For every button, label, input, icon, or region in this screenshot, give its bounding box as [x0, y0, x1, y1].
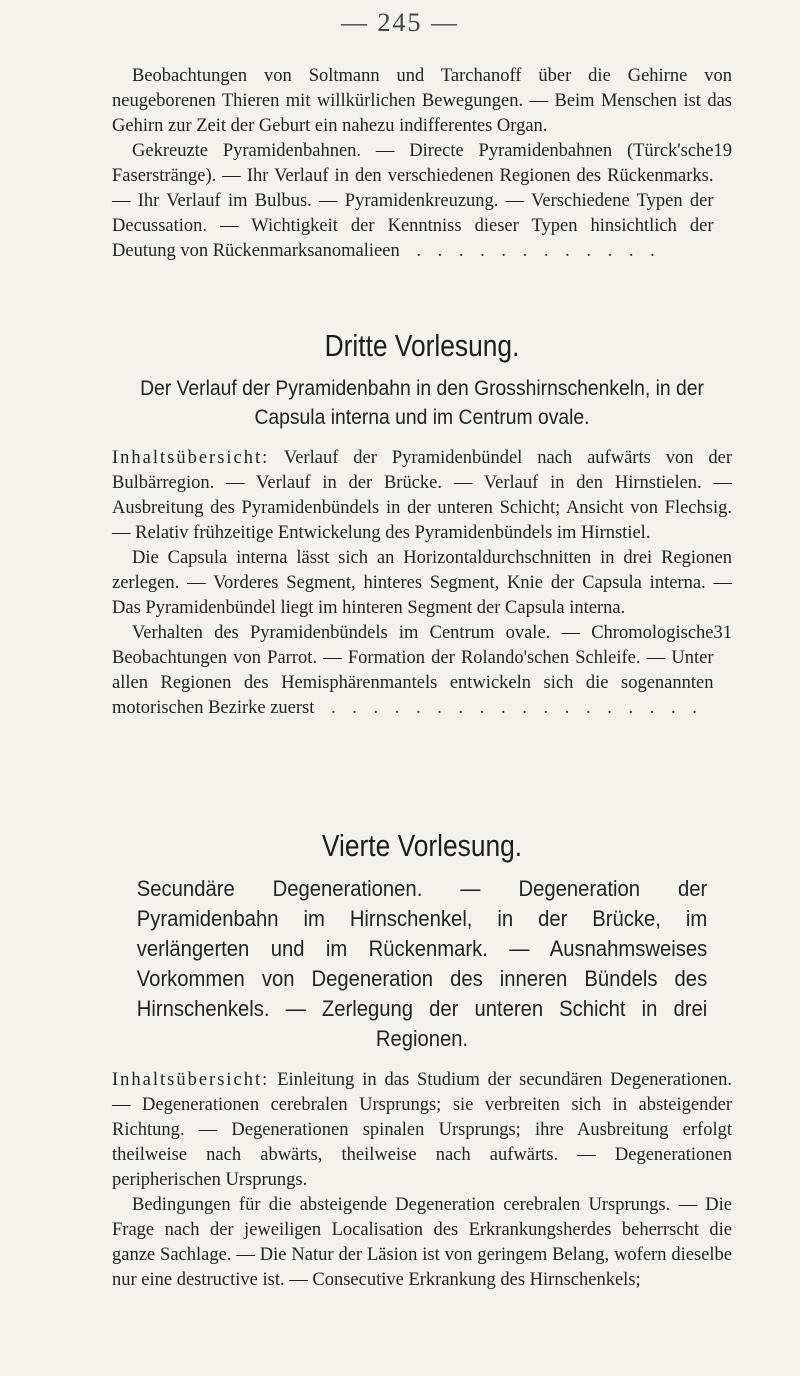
summary-paragraph — [112, 1068, 732, 1193]
summary-paragraph — [112, 446, 732, 546]
summary-text: Verlauf der Pyramidenbündel nach aufwärts von der Bulbärregion. — Verlauf in der Brücke. — Verlauf in den Hirnstielen. — Ausbreitung des Pyramidenbündels in der unteren Schicht; Ansicht von Flechsig. — Relativ frühzeitige Entwickelung des Pyramidenbündels im Hirnstiel. — [112, 448, 732, 543]
leader-dots: . . . . . . . . . . . . — [405, 241, 661, 261]
page-number: — 245 — — [341, 8, 459, 37]
section-previous-summary — [112, 64, 732, 264]
summary-paragraph: Verhalten des Pyramidenbündels im Centrum ovale. — Chromologische Beobachtungen von Parrot. — Formation der Rolando'schen Schleife. — Unter allen Regionen des Hemisphärenmantels entwickeln sich die sogenannten motorischen Bezirke zuerst — [112, 623, 714, 718]
lecture-subtitle: Der Verlauf der Pyramidenbahn in den Grosshirnschenkeln, in der Capsula interna und im Centrum ovale. — [140, 377, 704, 429]
summary-paragraph: Gekreuzte Pyramidenbahnen. — Directe Pyramidenbahnen (Türck'sche Faserstränge). — Ihr Verlauf in den verschiedenen Regionen des Rückenmarks. — Ihr Verlauf im Bulbus. — Pyramidenkreuzung. — Verschiedene Typen der Decussation. — Wichtigkeit der Kenntniss dieser Typen hinsichtlich der Deutung von Rückenmarksanomalieen — [112, 141, 714, 261]
lecture-4 — [112, 828, 732, 1293]
lecture-heading: Dritte Vorlesung. — [324, 328, 520, 363]
lecture-heading: Vierte Vorlesung. — [321, 828, 523, 863]
page-reference: 19 — [713, 141, 732, 161]
summary-paragraph: Bedingungen für die absteigende Degeneration cerebralen Ursprungs. — Die Frage nach der jeweiligen Localisation des Erkrankungsherdes beherrscht die ganze Sachlage. — Die Natur der Läsion ist von geringem Belang, wofern dieselbe nur eine destructive ist. — Consecutive Erkrankung des Hirnschenkels; — [112, 1195, 732, 1290]
lecture-subtitle: Secundäre Degenerationen. — Degeneration der Pyramidenbahn im Hirnschenkel, in der Brücke, im verlängerten und im Rückenmark. — Ausnahmsweises Vorkommen von Degeneration des inneren Bündels des Hirnschenkels. — Zerlegung der unteren Schicht in drei Regionen. — [136, 876, 708, 1051]
summary-paragraph: Die Capsula interna lässt sich an Horizontaldurchschnitten in drei Regionen zerlegen. — Vorderes Segment, hinteres Segment, Knie der Capsula interna. — Das Pyramidenbündel liegt im hinteren Segment der Capsula interna. — [112, 548, 732, 618]
summary-paragraph: Beobachtungen von Soltmann und Tarchanoff über die Gehirne von neugeborenen Thieren mit willkürlichen Bewegungen. — Beim Menschen ist das Gehirn zur Zeit der Geburt ein nahezu indifferentes Organ. — [112, 66, 732, 136]
summary-text: Einleitung in das Studium der secundären Degenerationen. — Degenerationen cerebralen Ursprungs; sie verbreiten sich in absteigender Richtung. — Degenerationen spinalen Ursprungs; ihre Ausbreitung erfolgt theilweise nach abwärts, theilweise nach aufwärts. — Degenerationen peripherischen Ursprungs. — [112, 1070, 733, 1190]
summary-label: Inhaltsübersicht: — [112, 448, 270, 468]
leader-dots: . . . . . . . . . . . . . . . . . . — [320, 698, 703, 718]
toc-entry — [112, 621, 732, 721]
summary-label: Inhaltsübersicht: — [112, 1070, 270, 1090]
lecture-3 — [112, 328, 732, 721]
toc-entry — [112, 139, 732, 264]
page-reference: 31 — [713, 623, 732, 643]
